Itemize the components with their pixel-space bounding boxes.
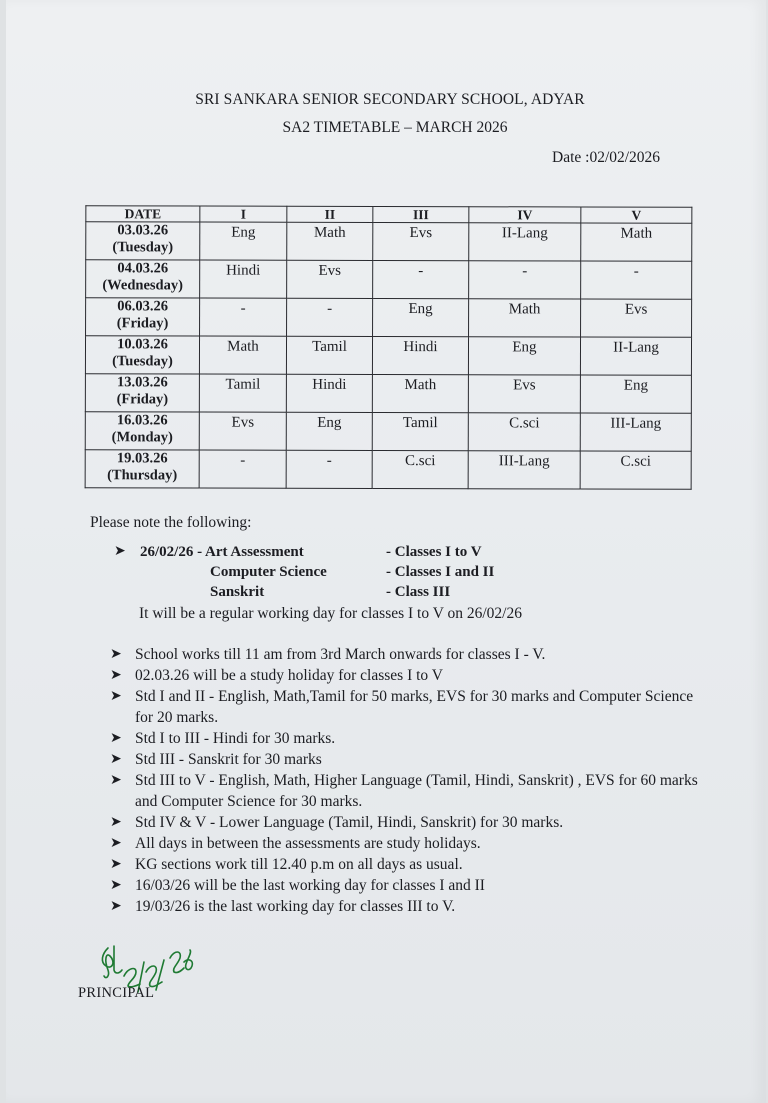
date-cell	[86, 222, 200, 260]
list-item	[110, 665, 710, 686]
table-row	[85, 412, 691, 452]
exam-date: 03.03.26	[117, 222, 169, 239]
list-item	[110, 875, 710, 896]
arrow-bullet-icon: ➤	[110, 647, 122, 662]
subject-cell: Math	[469, 299, 581, 337]
paper-sheet	[6, 0, 766, 1103]
subject-cell: Evs	[581, 299, 692, 337]
subject-cell: Eng	[468, 337, 580, 375]
subject-cell: Math	[199, 336, 286, 374]
table-row	[86, 222, 692, 262]
table-row	[86, 298, 692, 338]
subject-cell: Tamil	[372, 412, 468, 450]
date-cell	[86, 298, 200, 336]
note-text: School works till 11 am from 3rd March onwards for classes I - V.	[135, 646, 546, 663]
arrow-bullet-icon: ➤	[110, 815, 122, 830]
list-item	[110, 644, 710, 665]
subject-cell: II-Lang	[580, 337, 691, 375]
exam-date: 06.03.26	[117, 298, 169, 315]
subject-cell: C.sci	[580, 451, 691, 489]
arrow-bullet-icon: ➤	[110, 857, 122, 872]
list-item	[110, 728, 710, 749]
exam-day: (Thursday)	[107, 467, 178, 484]
note-text: 16/03/26 will be the last working day for classes I and II	[135, 877, 485, 894]
date-cell	[85, 374, 199, 412]
header-cell-class-i: I	[200, 206, 287, 222]
note-text: Std I and II - English, Math,Tamil for 50 marks, EVS for 30 marks and Computer Science for 20 marks.	[135, 688, 694, 726]
exam-date: 19.03.26	[116, 450, 168, 467]
list-item	[110, 854, 710, 875]
subject-cell: -	[286, 450, 372, 488]
list-item	[110, 812, 710, 833]
assessment-label: Sanskrit	[210, 584, 265, 600]
subject-cell: Eng	[580, 375, 691, 413]
timetable-header-row	[86, 206, 692, 224]
subject-cell: -	[581, 261, 692, 299]
subject-cell: -	[199, 450, 286, 488]
subject-cell: C.sci	[372, 450, 468, 488]
subject-cell: Tamil	[286, 336, 372, 374]
subject-cell: II-Lang	[469, 223, 581, 261]
subject-cell: -	[469, 261, 581, 299]
table-row	[85, 336, 691, 376]
arrow-bullet-icon: ➤	[110, 836, 122, 851]
list-item	[110, 833, 710, 854]
header-cell-class-ii: II	[287, 206, 373, 222]
table-row	[85, 374, 691, 414]
arrow-bullet-icon: ➤	[110, 731, 122, 746]
assessment-label: Computer Science	[210, 564, 327, 580]
arrow-bullet-icon: ➤	[110, 878, 122, 893]
subject-cell: Math	[581, 223, 692, 261]
exam-day: (Tuesday)	[112, 353, 173, 370]
subject-cell: Math	[287, 222, 373, 260]
date-cell	[85, 412, 199, 450]
principal-label: PRINCIPAL	[78, 985, 155, 1001]
notes-list	[110, 644, 710, 917]
subject-cell: Evs	[468, 375, 580, 413]
table-row	[85, 450, 691, 490]
date-cell	[85, 450, 199, 488]
note-text: Std III - Sanskrit for 30 marks	[135, 751, 322, 768]
subject-cell: -	[373, 260, 469, 298]
exam-date: 16.03.26	[116, 412, 168, 429]
issue-date: Date :02/02/2026	[552, 149, 661, 166]
note-text: Std IV & V - Lower Language (Tamil, Hindi, Sanskrit) for 30 marks.	[135, 814, 564, 831]
notes-intro: Please note the following:	[90, 514, 252, 531]
assessment-classes: - Class III	[386, 584, 451, 600]
date-cell	[85, 336, 199, 374]
arrow-bullet-icon: ➤	[110, 689, 122, 704]
subject-cell: -	[287, 298, 373, 336]
note-text: KG sections work till 12.40 p.m on all days as usual.	[135, 856, 463, 873]
note-text: 19/03/26 is the last working day for classes III to V.	[135, 898, 456, 915]
subject-cell: Evs	[287, 260, 373, 298]
subject-cell: Evs	[373, 222, 469, 260]
subject-cell: Tamil	[199, 374, 286, 412]
assessment-label: 26/02/26 - Art Assessment	[140, 544, 304, 560]
subject-cell: III-Lang	[468, 451, 580, 489]
subject-cell: Eng	[200, 222, 287, 260]
date-cell	[86, 260, 200, 298]
regular-day-note: It will be a regular working day for classes I to V on 26/02/26	[139, 605, 522, 622]
arrow-bullet-icon: ➤	[110, 899, 122, 914]
arrow-bullet-icon: ➤	[110, 668, 122, 683]
document-title: SA2 TIMETABLE – MARCH 2026	[282, 119, 508, 136]
subject-cell: Math	[372, 374, 468, 412]
school-name: SRI SANKARA SENIOR SECONDARY SCHOOL, ADYAR	[195, 91, 585, 108]
subject-cell: Evs	[199, 412, 286, 450]
exam-day: (Monday)	[111, 429, 173, 446]
note-text: Std III to V - English, Math, Higher Language (Tamil, Hindi, Sanskrit) , EVS for 60 marks and Computer Science for 30 marks.	[135, 772, 698, 810]
list-item	[110, 749, 710, 770]
list-item	[110, 896, 710, 917]
arrow-bullet-icon: ➤	[114, 544, 126, 559]
note-text: All days in between the assessments are study holidays.	[135, 835, 481, 852]
list-item	[110, 770, 710, 812]
exam-day: (Friday)	[116, 391, 169, 408]
exam-day: (Friday)	[116, 315, 169, 332]
header-cell-date: DATE	[86, 206, 200, 222]
subject-cell: III-Lang	[580, 413, 691, 451]
subject-cell: Hindi	[372, 336, 468, 374]
table-row	[86, 260, 692, 300]
arrow-bullet-icon: ➤	[110, 752, 122, 767]
exam-date: 04.03.26	[117, 260, 169, 277]
subject-cell: Eng	[373, 298, 469, 336]
exam-timetable	[85, 205, 693, 490]
subject-cell: Hindi	[200, 260, 287, 298]
header-cell-class-iii: III	[373, 206, 469, 222]
arrow-bullet-icon: ➤	[110, 773, 122, 788]
header-cell-class-iv: IV	[469, 207, 581, 223]
note-text: Std I to III - Hindi for 30 marks.	[135, 730, 336, 747]
note-text: 02.03.26 will be a study holiday for classes I to V	[135, 667, 443, 684]
exam-day: (Tuesday)	[112, 239, 174, 256]
header-cell-class-v: V	[581, 207, 692, 223]
assessment-classes: - Classes I and II	[386, 564, 495, 580]
subject-cell: C.sci	[468, 413, 580, 451]
exam-date: 13.03.26	[117, 374, 168, 391]
subject-cell: -	[200, 298, 287, 336]
assessment-classes: - Classes I to V	[386, 544, 482, 560]
subject-cell: Hindi	[286, 374, 372, 412]
subject-cell: Eng	[286, 412, 372, 450]
exam-day: (Wednesday)	[102, 277, 183, 294]
exam-date: 10.03.26	[117, 336, 168, 353]
list-item	[110, 686, 710, 728]
